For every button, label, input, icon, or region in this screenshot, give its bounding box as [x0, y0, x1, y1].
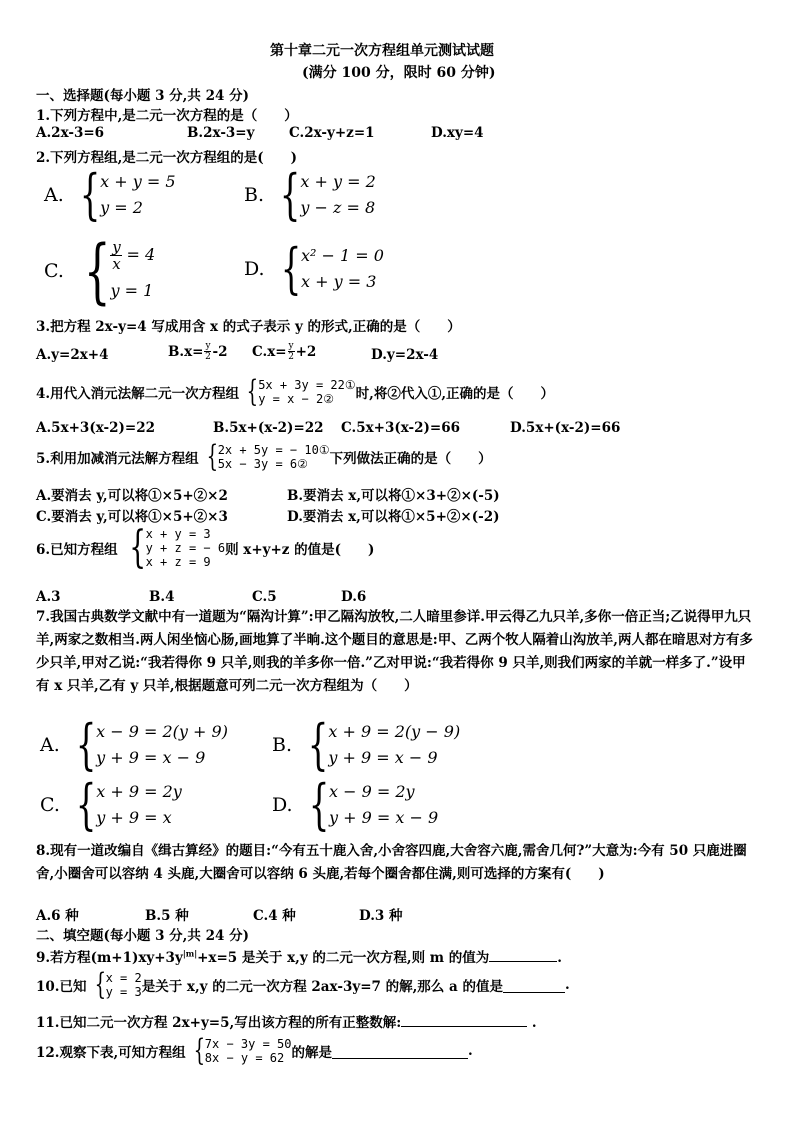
question-1: 1.下列方程中,是二元一次方程的是（ ）: [36, 108, 298, 124]
q7-option-d: D. { x − 9 = 2y y + 9 = x − 9: [272, 773, 439, 836]
question-3: 3.把方程 2x-y=4 写成用含 x 的式子表示 y 的形式,正确的是（ ）: [36, 319, 461, 335]
q11-answer-blank[interactable]: [401, 1012, 527, 1027]
question-9: 9.若方程$(m+1)xy+3y^{|m|}+x=5$ 是关于 x,y 的二元一次方程,则 m 的值为 .: [36, 948, 562, 966]
question-10: 10.已知 { x = 2 y = 3 是关于 x,y 的二元一次方程 2ax-3y=7 的解,那么 a 的值是 .: [36, 967, 570, 1002]
q6-option-b: B.4: [149, 589, 175, 605]
q9-answer-blank[interactable]: [489, 947, 557, 962]
q3-option-b: B.x= y 2 -2: [168, 341, 228, 362]
q5-option-c: C.要消去 y,可以将①×5+②×3: [36, 509, 228, 525]
q2-option-c: C. { y x = 4 y = 1: [44, 230, 156, 312]
q8-option-a: A.6 种: [36, 908, 79, 924]
q3-option-c: C.x= y 2 +2: [252, 341, 317, 362]
q3-option-a: A.y=2x+4: [36, 347, 109, 363]
q8-option-b: B.5 种: [145, 908, 189, 924]
q2-option-a: A. { x + y = 5 y = 2: [44, 163, 176, 226]
q12-answer-blank[interactable]: [332, 1044, 468, 1059]
question-6: 6.已知方程组 { x + y = 3 y + z = − 6 x + z = 9 则 x+y+z 的值是( ): [36, 522, 375, 573]
q5-option-d: D.要消去 x,可以将①×5+②×(-2): [287, 509, 500, 525]
q6-option-a: A.3: [36, 589, 61, 605]
q6-option-c: C.5: [252, 589, 277, 605]
q4-option-d: D.5x+(x-2)=66: [510, 420, 621, 436]
question-12: 12.观察下表,可知方程组 { 7x − 3y = 50 8x − y = 62 的解是 .: [36, 1033, 473, 1068]
exam-subtitle: (满分 100 分，限时 60 分钟): [302, 65, 496, 81]
q4-option-c: C.5x+3(x-2)=66: [341, 420, 461, 436]
question-11: 11.已知二元一次方程 2x+y=5,写出该方程的所有正整数解: .: [36, 1011, 537, 1031]
question-2: 2.下列方程组,是二元一次方程组的是( ): [36, 150, 298, 166]
q1-option-b: B.2x-3=y: [187, 125, 255, 141]
q1-option-d: D.xy=4: [431, 125, 484, 141]
q6-option-d: D.6: [341, 589, 367, 605]
q7-option-b: B. { x + 9 = 2(y − 9) y + 9 = x − 9: [272, 713, 461, 776]
q5-option-a: A.要消去 y,可以将①×5+②×2: [36, 488, 228, 504]
exam-title: 第十章二元一次方程组单元测试试题: [270, 43, 494, 59]
q1-option-c: C.2x-y+z=1: [289, 125, 375, 141]
q2-option-d: D. { x² − 1 = 0 x + y = 3: [244, 237, 384, 300]
q5-option-b: B.要消去 x,可以将①×3+②×(-5): [287, 488, 500, 504]
q7-option-c: C. { x + 9 = 2y y + 9 = x: [40, 773, 182, 836]
section-two-heading: 二、填空题(每小题 3 分,共 24 分): [36, 928, 249, 944]
section-one-heading: 一、选择题(每小题 3 分,共 24 分): [36, 88, 249, 104]
q4-option-b: B.5x+(x-2)=22: [213, 420, 324, 436]
question-7: 7.我国古典数学文献中有一道题为“隔沟计算”:甲乙隔沟放牧,二人暗里参详.甲云得乙九只羊,多你一倍正当;乙说得甲九只羊,两家之数相当.两人闲坐恼心肠,画地算了半晌.这个题目的意思是:甲、乙两个牧人隔着山沟放羊,两人都在暗思对方有多少只羊,甲对乙说:“我若得你 9 只羊,则我的羊多你一倍.”乙对甲说:“我若得你 9 只羊,则我们两家的羊就一样多了.”设甲有 x 只羊,乙有 y 只羊,根据题意可列二元一次方程组为（ ）: [36, 609, 753, 694]
q10-answer-blank[interactable]: [503, 978, 565, 993]
question-5: 5.利用加减消元法解方程组 { 2x + 5y = − 10① 5x − 3y = 6② 下列做法正确的是（ ）: [36, 439, 492, 474]
q8-option-d: D.3 种: [359, 908, 403, 924]
q7-option-a: A. { x − 9 = 2(y + 9) y + 9 = x − 9: [40, 713, 228, 776]
q2-option-b: B. { x + y = 2 y − z = 8: [244, 163, 376, 226]
q3-option-d: D.y=2x-4: [371, 347, 439, 363]
question-4: 4.用代入消元法解二元一次方程组 { 5x + 3y = 22① y = x − 2② 时,将②代入①,正确的是（ ）: [36, 374, 555, 409]
q4-option-a: A.5x+3(x-2)=22: [36, 420, 156, 436]
q8-option-c: C.4 种: [253, 908, 296, 924]
question-8: 8.现有一道改编自《缉古算经》的题目:“今有五十鹿入舍,小舍容四鹿,大舍容六鹿,需舍几何?”大意为:今有 50 只鹿进圈舍,小圈舍可以容纳 4 头鹿,大圈舍可以容纳 6 头鹿,若每个圈舍都住满,则可选择的方案有( ): [36, 843, 747, 882]
q1-option-a: A.2x-3=6: [36, 125, 105, 141]
